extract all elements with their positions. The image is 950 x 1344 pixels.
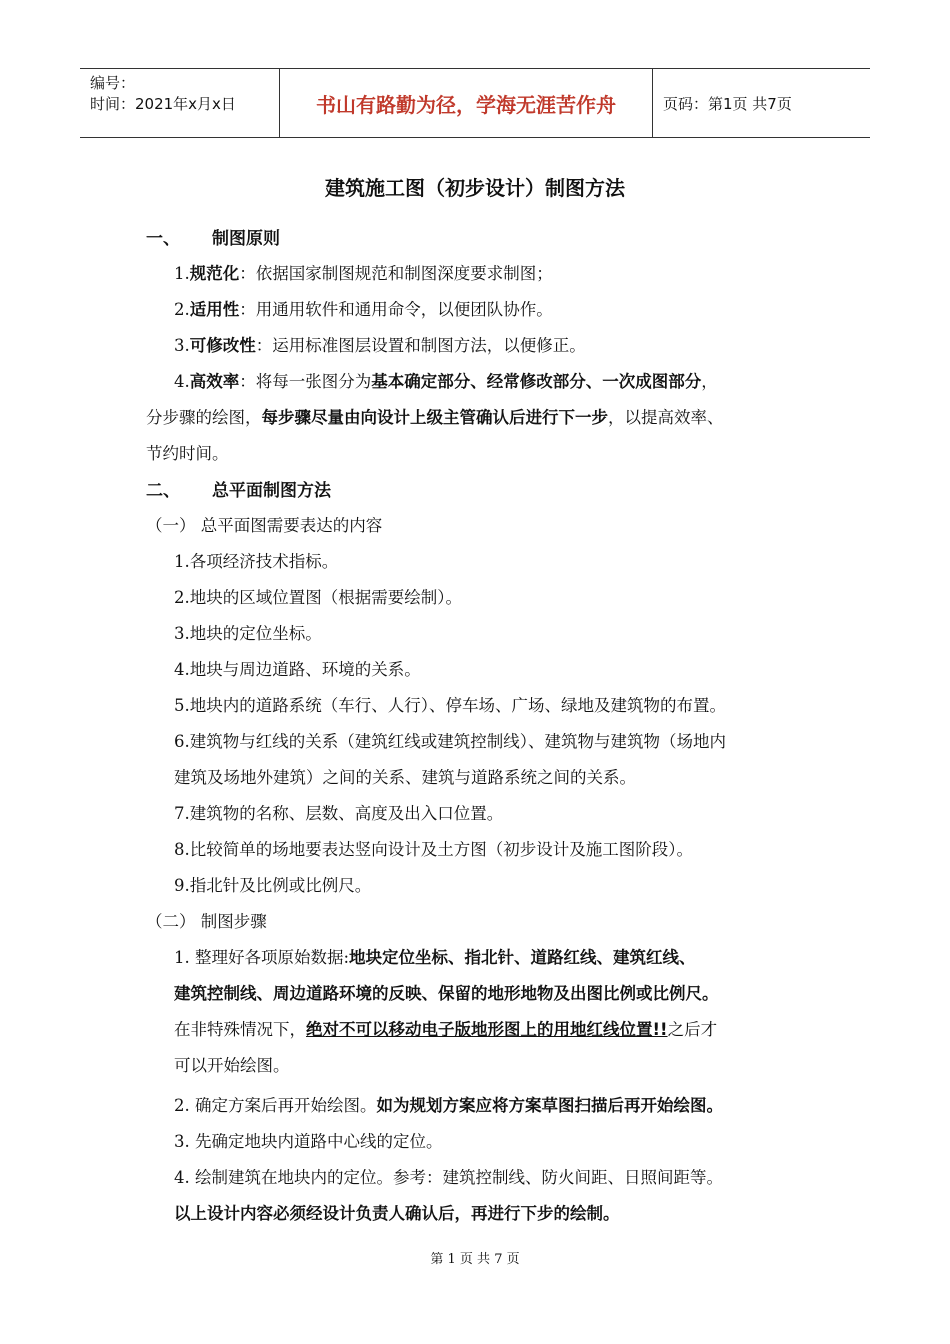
subsection-2-heading: （二） 制图步骤 [146,912,267,931]
content-item-6-cont: 建筑及场地外建筑）之间的关系、建筑与道路系统之间的关系。 [174,768,636,787]
item-label: 规范化 [189,264,240,283]
step-emphasis: 如为规划方案应将方案草图扫描后再开始绘图。 [376,1096,723,1115]
step-1-line-3 [174,1016,717,1040]
item-label: 高效率 [189,372,240,391]
step-2 [174,1092,723,1116]
content-item-1: 1.各项经济技术指标。 [174,552,339,571]
page-footer: 第 1 页 共 7 页 [430,1252,520,1267]
item-number: 4. [174,372,190,391]
header-motto: 书山有路勤为径，学海无涯苦作舟 [280,69,653,137]
item-text: ：依据国家制图规范和制图深度要求制图； [239,264,553,283]
content-item-3: 3.地块的定位坐标。 [174,624,322,643]
principle-item-3 [174,332,586,356]
step-1 [174,944,696,968]
step-1-line-4: 可以开始绘图。 [174,1056,290,1075]
item-label: 适用性 [189,300,240,319]
content-item-6: 6.建筑物与红线的关系（建筑红线或建筑控制线）、建筑物与建筑物（场地内 [174,732,726,751]
item-text: ：将每一张图分为 [239,372,372,391]
step-3: 3. 先确定地块内道路中心线的定位。 [174,1132,443,1151]
item-emphasis: 基本确定部分、经常修改部分、一次成图部分 [371,372,702,391]
content-item-9: 9.指北针及比例或比例尺。 [174,876,372,895]
item-text: ，以提高效率、 [608,408,724,427]
step-text: 在非特殊情况下， [174,1020,306,1039]
subsection-1-heading: （一） 总平面图需要表达的内容 [146,516,383,535]
step-text: 1. 整理好各项原始数据: [174,948,350,967]
item-text: ：运用标准图层设置和制图方法，以便修正。 [255,336,586,355]
section-1-heading [146,224,280,249]
step-4: 4. 绘制建筑在地块内的定位。参考：建筑控制线、防火间距、日照间距等。 [174,1168,723,1187]
header-info [80,69,280,137]
section-2-heading [146,476,331,501]
content-item-8: 8.比较简单的场地要表达竖向设计及土方图（初步设计及施工图阶段）。 [174,840,693,859]
item-text: ， [701,372,718,391]
step-text: 2. 确定方案后再开始绘图。 [174,1096,377,1115]
principle-item-4 [174,368,718,392]
conclusion-note: 以上设计内容必须经设计负责人确认后，再进行下步的绘制。 [174,1204,620,1223]
document-title: 建筑施工图（初步设计）制图方法 [325,176,625,200]
principle-item-4-line-2 [146,404,724,428]
content-item-4: 4.地块与周边道路、环境的关系。 [174,660,421,679]
section-2-number: 二、 [146,481,180,501]
date-label: 时间：2021年x月x日 [90,95,236,113]
item-number: 2. [174,300,190,319]
section-1-number: 一、 [146,229,180,249]
header-page-info: 页码：第1页 共7页 [663,94,792,113]
item-text: 分步骤的绘图， [146,408,262,427]
content-item-5: 5.地块内的道路系统（车行、人行）、停车场、广场、绿地及建筑物的布置。 [174,696,726,715]
item-number: 3. [174,336,190,355]
item-label: 可修改性 [189,336,256,355]
step-emphasis: 地块定位坐标、指北针、道路红线、建筑红线、 [349,948,696,967]
step-warning: 绝对不可以移动电子版地形图上的用地红线位置!! [306,1020,668,1039]
step-1-line-2: 建筑控制线、周边道路环境的反映、保留的地形地物及出图比例或比例尺。 [174,984,719,1003]
section-1-title: 制图原则 [212,229,280,249]
page-header [80,68,870,138]
item-text: ：用通用软件和通用命令，以便团队协作。 [239,300,553,319]
principle-item-4-line-3: 节约时间。 [146,444,229,463]
item-number: 1. [174,264,190,283]
principle-item-2 [174,296,553,320]
content-item-7: 7.建筑物的名称、层数、高度及出入口位置。 [174,804,504,823]
number-label: 编号： [90,74,136,92]
principle-item-1 [174,260,553,284]
step-text: 之后才 [667,1020,718,1039]
section-2-title: 总平面制图方法 [212,481,331,501]
content-item-2: 2.地块的区域位置图（根据需要绘制）。 [174,588,462,607]
item-emphasis: 每步骤尽量由向设计上级主管确认后进行下一步 [261,408,608,427]
